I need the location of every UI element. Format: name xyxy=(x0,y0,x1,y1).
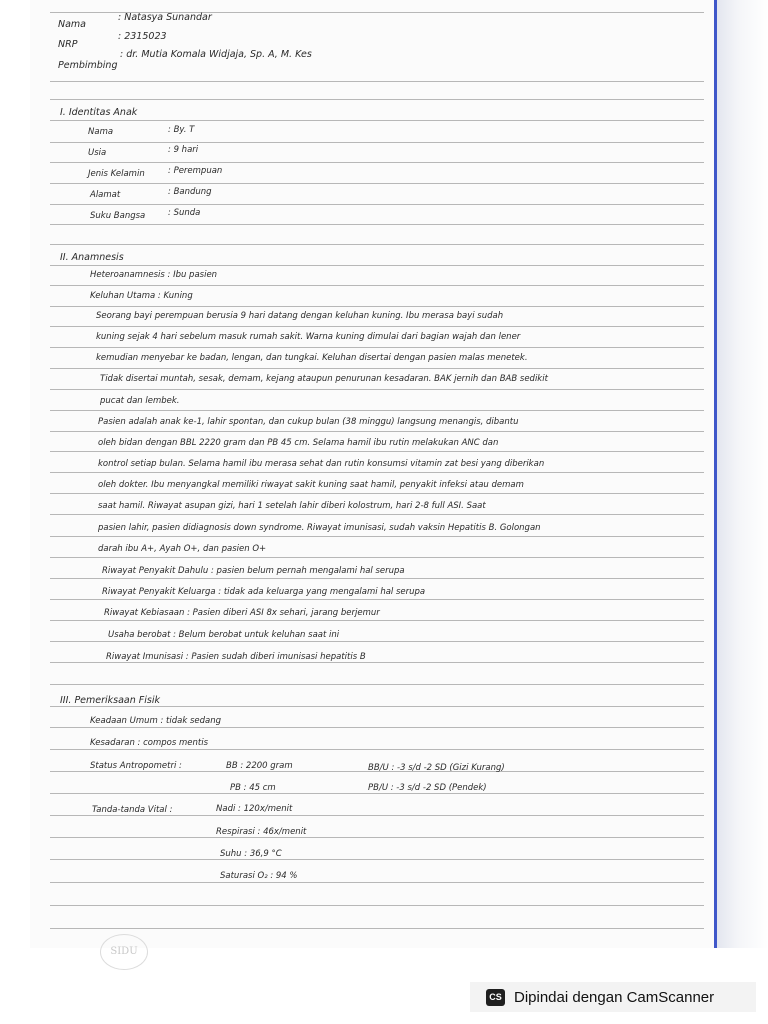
identity-address-label: Alamat xyxy=(90,190,121,200)
birth-history-line: kontrol setiap bulan. Selama hamil ibu merasa sehat dan rutin konsumsi vitamin zat besi yang diberikan xyxy=(98,459,545,469)
ruled-line xyxy=(50,183,704,184)
camscanner-logo-icon: CS xyxy=(486,989,505,1006)
ruled-line xyxy=(50,749,704,750)
ruled-line xyxy=(50,410,704,411)
ruled-line xyxy=(50,431,704,432)
faint-stamp-logo: SIDU xyxy=(100,934,148,970)
length-for-age-value: PB/U : -3 s/d -2 SD (Pendek) xyxy=(368,783,487,793)
habits-line: Riwayat Kebiasaan : Pasien diberi ASI 8x sehari, jarang berjemur xyxy=(104,608,380,618)
student-nrp-label: NRP xyxy=(58,39,78,50)
immunization-line: Riwayat Imunisasi : Pasien sudah diberi imunisasi hepatitis B xyxy=(106,652,366,662)
history-paragraph-line: pucat dan lembek. xyxy=(100,396,180,406)
ruled-line xyxy=(50,536,704,537)
ruled-line xyxy=(50,815,704,816)
past-illness-line: Riwayat Penyakit Dahulu : pasien belum pernah mengalami hal serupa xyxy=(102,566,405,576)
student-name-label: Nama xyxy=(58,19,87,30)
ruled-line xyxy=(50,684,704,685)
anthropometry-label: Status Antropometri : xyxy=(90,761,182,771)
birth-history-line: pasien lahir, pasien didiagnosis down syndrome. Riwayat imunisasi, sudah vaksin Hepatitis B. Golongan xyxy=(98,523,541,533)
ruled-line xyxy=(50,793,704,794)
ruled-line xyxy=(50,472,704,473)
identity-sex-label: Jenis Kelamin xyxy=(88,169,145,179)
ruled-line xyxy=(50,859,704,860)
ruled-line xyxy=(50,662,704,663)
ruled-line xyxy=(50,451,704,452)
ruled-line xyxy=(50,347,704,348)
ruled-line xyxy=(50,326,704,327)
ruled-line xyxy=(50,142,704,143)
camscanner-label: Dipindai dengan CamScanner xyxy=(514,988,715,1006)
ruled-line xyxy=(50,905,704,906)
temperature-value: Suhu : 36,9 °C xyxy=(220,849,282,859)
ruled-line xyxy=(50,727,704,728)
heteroanamnesis-line: Heteroanamnesis : Ibu pasien xyxy=(90,270,218,280)
identity-age-value: : 9 hari xyxy=(168,145,199,155)
student-nrp-value: : 2315023 xyxy=(118,31,167,42)
weight-for-age-value: BB/U : -3 s/d -2 SD (Gizi Kurang) xyxy=(368,763,505,773)
consciousness-line: Kesadaran : compos mentis xyxy=(90,738,208,748)
supervisor-label: Pembimbing xyxy=(58,60,118,71)
ruled-line xyxy=(50,99,704,100)
ruled-line xyxy=(50,81,704,82)
identity-age-label: Usia xyxy=(88,148,107,158)
section-1-title: I. Identitas Anak xyxy=(60,107,138,118)
ruled-line xyxy=(50,224,704,225)
history-paragraph-line: kuning sejak 4 hari sebelum masuk rumah sakit. Warna kuning dimulai dari bagian wajah dan lener xyxy=(96,332,521,342)
identity-name-label: Nama xyxy=(88,127,114,137)
camscanner-watermark xyxy=(470,982,756,1012)
respiration-value: Respirasi : 46x/menit xyxy=(216,827,307,837)
ruled-line xyxy=(50,578,704,579)
birth-history-line: oleh bidan dengan BBL 2220 gram dan PB 45 cm. Selama hamil ibu rutin melakukan ANC dan xyxy=(98,438,499,448)
ruled-line xyxy=(50,389,704,390)
page-shadow xyxy=(717,0,768,948)
birth-history-line: darah ibu A+, Ayah O+, dan pasien O+ xyxy=(98,544,267,554)
identity-address-value: : Bandung xyxy=(168,187,212,197)
section-2-title: II. Anamnesis xyxy=(60,252,124,263)
family-history-line: Riwayat Penyakit Keluarga : tidak ada keluarga yang mengalami hal serupa xyxy=(102,587,426,597)
ruled-line xyxy=(50,599,704,600)
general-condition-line: Keadaan Umum : tidak sedang xyxy=(90,716,222,726)
ruled-line xyxy=(50,120,704,121)
ruled-line xyxy=(50,306,704,307)
section-3-title: III. Pemeriksaan Fisik xyxy=(60,695,160,706)
ruled-line xyxy=(50,557,704,558)
history-paragraph-line: Seorang bayi perempuan berusia 9 hari datang dengan keluhan kuning. Ibu merasa bayi sudah xyxy=(96,311,504,321)
birth-history-line: saat hamil. Riwayat asupan gizi, hari 1 setelah lahir diberi kolostrum, hari 2-8 full ASI. Saat xyxy=(98,501,486,511)
ruled-line xyxy=(50,514,704,515)
ruled-line xyxy=(50,928,704,929)
student-name-value: : Natasya Sunandar xyxy=(118,12,212,23)
ruled-line xyxy=(50,882,704,883)
ruled-line xyxy=(50,244,704,245)
ruled-line xyxy=(50,162,704,163)
ruled-line xyxy=(50,620,704,621)
history-paragraph-line: Tidak disertai muntah, sesak, demam, kejang ataupun penurunan kesadaran. BAK jernih dan BAB sedikit xyxy=(100,374,548,384)
identity-name-value: : By. T xyxy=(168,125,195,135)
vital-signs-label: Tanda-tanda Vital : xyxy=(92,805,173,815)
oxygen-saturation-value: Saturasi O₂ : 94 % xyxy=(220,871,298,881)
birth-history-line: oleh dokter. Ibu menyangkal memiliki riwayat sakit kuning saat hamil, penyakit infeksi atau demam xyxy=(98,480,524,490)
ruled-line xyxy=(50,204,704,205)
history-paragraph-line: kemudian menyebar ke badan, lengan, dan tungkai. Keluhan disertai dengan pasien malas menetek. xyxy=(96,353,528,363)
body-length-value: PB : 45 cm xyxy=(230,783,276,793)
ruled-line xyxy=(50,706,704,707)
identity-sex-value: : Perempuan xyxy=(168,166,223,176)
ruled-line xyxy=(50,837,704,838)
ruled-line xyxy=(50,265,704,266)
supervisor-value: : dr. Mutia Komala Widjaja, Sp. A, M. Kes xyxy=(120,49,312,60)
chief-complaint-line: Keluhan Utama : Kuning xyxy=(90,291,193,301)
ruled-line xyxy=(50,285,704,286)
identity-ethnicity-value: : Sunda xyxy=(168,208,201,218)
ruled-line xyxy=(50,493,704,494)
ruled-line xyxy=(50,368,704,369)
birth-history-line: Pasien adalah anak ke-1, lahir spontan, dan cukup bulan (38 minggu) langsung menangis, dibantu xyxy=(98,417,519,427)
pulse-value: Nadi : 120x/menit xyxy=(216,804,293,814)
ruled-line xyxy=(50,641,704,642)
treatment-effort-line: Usaha berobat : Belum berobat untuk keluhan saat ini xyxy=(108,630,340,640)
body-weight-value: BB : 2200 gram xyxy=(226,761,293,771)
identity-ethnicity-label: Suku Bangsa xyxy=(90,211,146,221)
